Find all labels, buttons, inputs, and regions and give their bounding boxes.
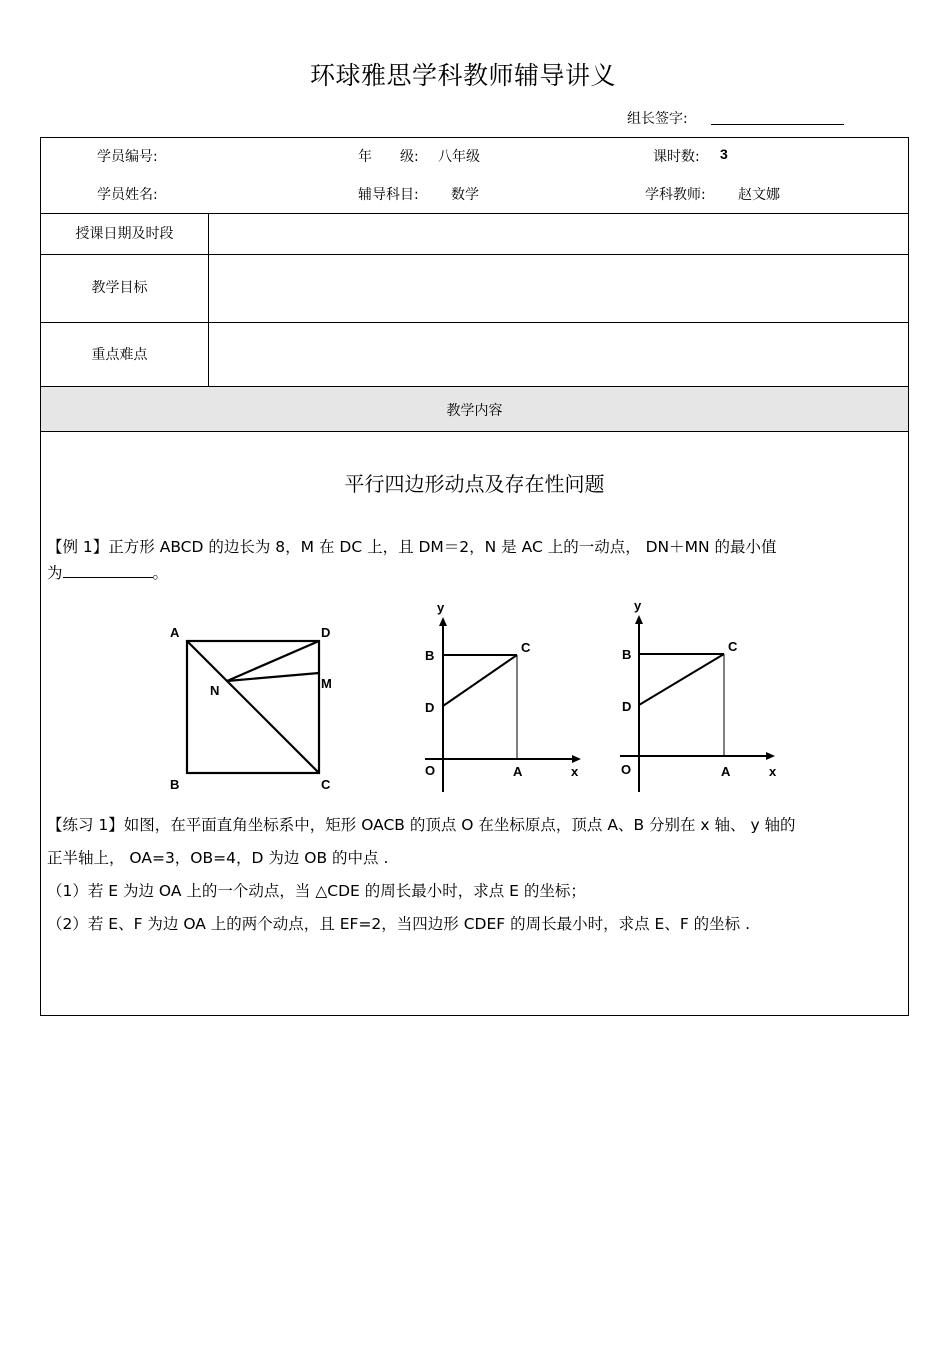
label-o: O	[425, 763, 436, 778]
segment-dc	[639, 654, 724, 705]
example1-prefix: 为	[47, 564, 63, 582]
grade-label: 年 级:	[358, 149, 419, 165]
label-x: x	[571, 764, 579, 779]
label-n: N	[210, 683, 220, 698]
label-m: M	[321, 676, 332, 691]
hours-value: 3	[720, 146, 728, 162]
practice1-question-1: （1）若 E 为边 OA 上的一个动点，当 △CDE 的周长最小时，求点 E 的坐标；	[47, 882, 586, 900]
y-arrow-icon	[635, 615, 643, 624]
label-c: C	[521, 640, 531, 655]
label-x: x	[769, 764, 777, 779]
key-row-label: 重点难点	[91, 347, 148, 363]
content-row-label: 教学内容	[446, 403, 503, 419]
goal-row-label: 教学目标	[91, 280, 148, 296]
student-id-label: 学员编号:	[97, 149, 158, 165]
practice1-question-2: （2）若 E、F 为边 OA 上的两个动点，且 EF=2，当四边形 CDEF 的周长最小时，求点 E、F 的坐标 .	[47, 915, 751, 933]
section-title: 平行四边形动点及存在性问题	[344, 472, 605, 496]
practice1-text-2: 正半轴上， OA=3，OB=4，D 为边 OB 的中点 .	[47, 849, 389, 867]
label-d: D	[622, 699, 632, 714]
hours-label: 课时数:	[653, 149, 700, 165]
label-b: B	[622, 647, 632, 662]
date-row-label: 授课日期及时段	[75, 226, 174, 242]
label-c: C	[728, 639, 738, 654]
teacher-label: 学科教师:	[645, 187, 706, 203]
page-title: 环球雅思学科教师辅导讲义	[309, 61, 616, 90]
teacher-value: 赵文娜	[738, 187, 780, 203]
student-name-label: 学员姓名:	[97, 187, 158, 203]
example1-text: 【例 1】正方形 ABCD 的边长为 8，M 在 DC 上，且 DM＝2，N 是 AC 上的一动点， DN＋MN 的最小值	[47, 538, 777, 556]
x-arrow-icon	[766, 752, 775, 760]
label-a: A	[513, 764, 523, 779]
label-o: O	[621, 762, 632, 777]
subject-label: 辅导科目:	[358, 187, 419, 203]
label-a: A	[721, 764, 731, 779]
label-a: A	[170, 625, 180, 640]
label-c: C	[321, 777, 331, 792]
label-y: y	[437, 600, 445, 615]
label-b: B	[170, 777, 180, 792]
grade-value: 八年级	[438, 149, 480, 165]
label-y: y	[634, 598, 642, 613]
label-d: D	[425, 700, 435, 715]
label-b: B	[425, 648, 435, 663]
practice1-text: 【练习 1】如图，在平面直角坐标系中，矩形 OACB 的顶点 O 在坐标原点，顶点 A、B 分别在 x 轴、 y 轴的	[47, 816, 796, 834]
subject-value: 数学	[451, 187, 479, 203]
sign-label: 组长签字:	[627, 111, 688, 127]
example1-suffix: 。	[152, 564, 169, 582]
label-d: D	[321, 625, 331, 640]
